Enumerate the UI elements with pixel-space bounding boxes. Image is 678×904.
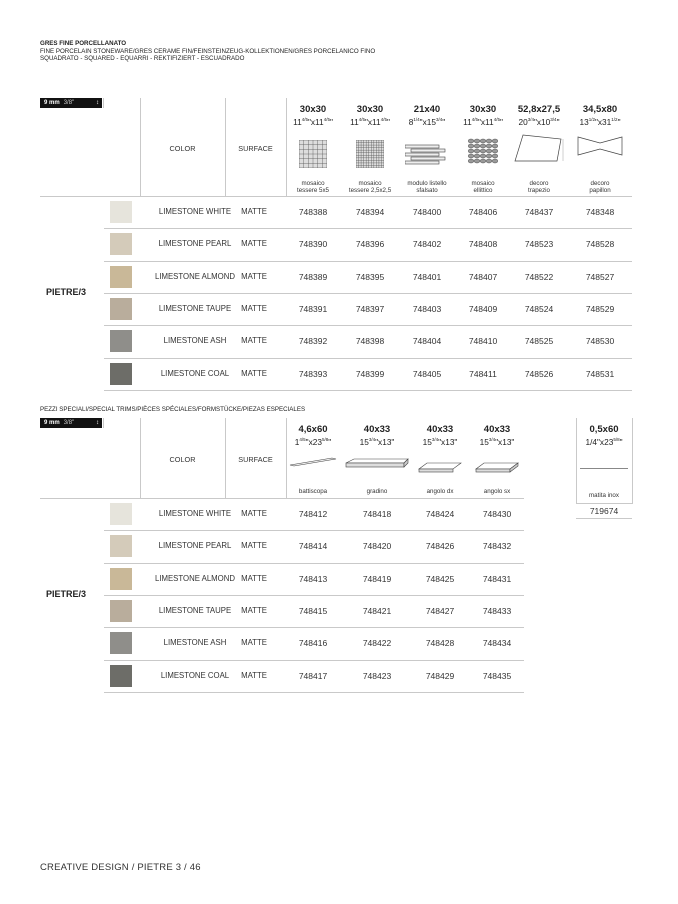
product-code: 748529 bbox=[585, 303, 615, 314]
format-cm: 30x30 bbox=[299, 104, 327, 115]
extra-caption: matita inox bbox=[589, 492, 619, 499]
inch-b-fraction: 4/5 bbox=[323, 117, 330, 122]
format-inches bbox=[408, 435, 472, 447]
color-swatch bbox=[110, 233, 132, 255]
table-row bbox=[104, 530, 524, 561]
color-swatch bbox=[110, 363, 132, 385]
surface-value: MATTE bbox=[241, 573, 267, 583]
product-code: 748430 bbox=[482, 509, 512, 519]
caption-line2: tessere 5x5 bbox=[297, 187, 329, 194]
format-size bbox=[507, 104, 571, 127]
grid-line bbox=[576, 518, 632, 519]
color-name: LIMESTONE ALMOND bbox=[154, 573, 235, 583]
thickness-mm: 9 mm bbox=[44, 420, 60, 426]
inch-a-fraction: 5/8 bbox=[613, 437, 620, 442]
product-code: 748435 bbox=[482, 670, 512, 681]
color-swatch bbox=[110, 298, 132, 320]
extra-format-size bbox=[576, 424, 632, 447]
product-code: 748424 bbox=[425, 509, 455, 519]
caption-line1: mosaico bbox=[301, 180, 325, 187]
product-code: 748404 bbox=[412, 336, 442, 347]
caption-line2: trapezio bbox=[527, 187, 550, 194]
color-name: LIMESTONE TAUPE bbox=[158, 605, 232, 615]
product-code: 748428 bbox=[425, 638, 455, 649]
inch-a: 15 bbox=[422, 436, 432, 447]
header-subtitle: FINE PORCELAIN STONEWARE/GRES CERAME FIN/FEINSTEINZEUG-KOLLEKTIONEN/GRES PORCELANICO FINO bbox=[40, 47, 376, 55]
format-cm: 30x30 bbox=[356, 104, 384, 115]
surface-column-header: SURFACE bbox=[238, 144, 273, 153]
color-name: LIMESTONE PEARL bbox=[158, 239, 232, 249]
thickness-badge bbox=[40, 418, 102, 428]
table-row bbox=[104, 627, 524, 658]
color-column-header: COLOR bbox=[169, 144, 196, 153]
surface-value: MATTE bbox=[241, 271, 267, 281]
caption-line1: mosaico bbox=[471, 180, 495, 187]
caption-line2: tessere 2,5x2,5 bbox=[348, 187, 392, 194]
format-size bbox=[281, 104, 345, 127]
format-thumbnail-icon bbox=[453, 138, 513, 169]
format-caption bbox=[395, 180, 459, 194]
extra-product-code: 719674 bbox=[589, 506, 619, 516]
product-code: 748412 bbox=[298, 509, 328, 519]
product-code: 748392 bbox=[298, 336, 328, 347]
color-swatch bbox=[110, 330, 132, 352]
thickness-inch: 3/8" bbox=[63, 420, 75, 426]
surface-value: MATTE bbox=[241, 303, 267, 313]
color-swatch bbox=[110, 600, 132, 622]
product-code: 748426 bbox=[425, 541, 455, 552]
grid-line bbox=[632, 418, 633, 504]
inch-a: 11 bbox=[350, 116, 359, 127]
format-cm: 40x33 bbox=[483, 424, 511, 435]
color-swatch bbox=[110, 503, 132, 525]
inch-a: 15 bbox=[479, 436, 489, 447]
caption-line2: ellittico bbox=[473, 187, 493, 194]
product-code: 748527 bbox=[585, 271, 615, 282]
format-cm: 40x33 bbox=[363, 424, 391, 435]
product-code: 748526 bbox=[524, 368, 554, 379]
surface-value: MATTE bbox=[241, 638, 267, 648]
grid-line bbox=[40, 196, 104, 197]
product-code: 748408 bbox=[468, 239, 498, 250]
product-code: 748398 bbox=[355, 336, 385, 347]
table-row bbox=[104, 196, 632, 227]
product-code: 748348 bbox=[585, 207, 615, 217]
format-cm: 21x40 bbox=[413, 104, 441, 115]
inch-b: "x11 bbox=[364, 116, 381, 127]
format-size bbox=[338, 104, 402, 127]
inch-end: " bbox=[329, 116, 333, 127]
format-caption bbox=[568, 180, 632, 194]
product-code: 748410 bbox=[468, 336, 498, 347]
inch-a: 13 bbox=[579, 116, 589, 127]
product-code: 748423 bbox=[362, 670, 392, 681]
caption-line1: mosaico bbox=[358, 180, 382, 187]
product-code: 748415 bbox=[298, 605, 328, 616]
inch-end: " bbox=[442, 116, 446, 127]
product-code: 748394 bbox=[355, 207, 385, 217]
format-inches bbox=[338, 115, 402, 127]
grid-line bbox=[576, 503, 632, 504]
color-name: LIMESTONE COAL bbox=[160, 670, 230, 680]
format-caption bbox=[451, 180, 515, 194]
product-code: 748528 bbox=[585, 239, 615, 250]
inch-b-fraction: 4/5 bbox=[493, 117, 500, 122]
format-size bbox=[408, 424, 472, 447]
inch-a-fraction: 4/5 bbox=[301, 117, 308, 122]
inch-end: " bbox=[328, 436, 332, 447]
format-cm: 30x30 bbox=[469, 104, 497, 115]
product-code: 748401 bbox=[412, 271, 442, 282]
format-inches bbox=[568, 115, 632, 127]
inch-a: 1/4"x23 bbox=[585, 436, 614, 447]
trim-caption: gradino bbox=[366, 488, 388, 495]
product-code: 748437 bbox=[524, 207, 554, 217]
surface-value: MATTE bbox=[241, 605, 267, 615]
color-name: LIMESTONE TAUPE bbox=[158, 303, 232, 313]
inch-b: "x23 bbox=[305, 436, 322, 447]
inch-b: "x13" bbox=[495, 436, 515, 447]
inch-b-fraction: 1/2 bbox=[611, 117, 618, 122]
arrow-updown-icon: ↕ bbox=[96, 100, 99, 106]
product-code: 748421 bbox=[362, 605, 392, 616]
inch-a: 11 bbox=[293, 116, 302, 127]
table-row bbox=[104, 228, 632, 259]
product-code: 748531 bbox=[585, 368, 615, 379]
product-code: 748399 bbox=[355, 368, 385, 379]
caption-line1: modulo listello bbox=[407, 180, 447, 187]
surface-value: MATTE bbox=[241, 207, 267, 216]
table-row bbox=[104, 660, 524, 691]
color-swatch bbox=[110, 266, 132, 288]
product-code: 748523 bbox=[524, 239, 554, 250]
format-thumbnail-icon bbox=[397, 143, 457, 170]
inch-end: " bbox=[556, 116, 560, 127]
caption-line1: decoro bbox=[529, 180, 549, 187]
inch-end: " bbox=[617, 116, 621, 127]
product-code: 748402 bbox=[412, 239, 442, 250]
table-row bbox=[104, 498, 524, 529]
trim-thumbnail-icon bbox=[279, 455, 347, 473]
product-code: 748524 bbox=[524, 303, 554, 314]
inch-a: 8 bbox=[408, 116, 414, 127]
inch-a-fraction: 4/5 bbox=[299, 437, 306, 442]
color-name: LIMESTONE ASH bbox=[163, 336, 227, 346]
format-inches bbox=[576, 435, 632, 447]
product-code: 748388 bbox=[298, 207, 328, 217]
inch-a-fraction: 3/4 bbox=[488, 437, 496, 442]
inch-b: "x13" bbox=[438, 436, 458, 447]
trim-thumbnail-icon bbox=[463, 459, 531, 480]
inch-b: "x10 bbox=[533, 116, 551, 127]
table-row bbox=[104, 325, 632, 356]
format-caption bbox=[507, 180, 571, 194]
product-code: 748422 bbox=[362, 638, 392, 649]
inch-b: "x13" bbox=[375, 436, 395, 447]
family-label: PIETRE/3 bbox=[46, 286, 87, 297]
product-code: 748427 bbox=[425, 605, 455, 616]
inch-a-fraction: 3/4 bbox=[431, 437, 439, 442]
surface-value: MATTE bbox=[241, 368, 267, 378]
inch-a: 11 bbox=[463, 116, 472, 127]
product-code: 748418 bbox=[362, 509, 392, 519]
grid-line bbox=[103, 98, 104, 108]
grid-line bbox=[103, 418, 104, 428]
row-divider bbox=[104, 390, 632, 391]
product-code: 748391 bbox=[298, 303, 328, 314]
trim-caption: battiscopa bbox=[298, 488, 328, 495]
product-code: 748389 bbox=[298, 271, 328, 282]
format-size bbox=[451, 104, 515, 127]
inch-a-fraction: 4/5 bbox=[358, 117, 365, 122]
inch-b-fraction: 3/4 bbox=[436, 117, 443, 122]
table-row bbox=[104, 563, 524, 594]
inch-a-fraction: 3/4 bbox=[527, 117, 534, 122]
header-title: GRES FINE PORCELLANATO bbox=[40, 40, 127, 47]
inch-b: "x31 bbox=[594, 116, 612, 127]
format-inches bbox=[395, 115, 459, 127]
product-code: 748411 bbox=[469, 368, 497, 379]
caption-line2: papillon bbox=[589, 187, 611, 194]
format-thumbnail-icon bbox=[340, 140, 400, 173]
table-row bbox=[104, 293, 632, 324]
trim-thumbnail-icon bbox=[343, 455, 411, 480]
surface-column-header: SURFACE bbox=[238, 455, 273, 464]
color-swatch bbox=[110, 201, 132, 223]
surface-value: MATTE bbox=[241, 239, 267, 249]
inch-end: " bbox=[619, 436, 623, 447]
product-code: 748530 bbox=[585, 336, 615, 347]
product-code: 748434 bbox=[482, 638, 512, 649]
product-code: 748403 bbox=[412, 303, 442, 314]
inch-b-fraction: 5/8 bbox=[322, 437, 329, 442]
product-code: 748390 bbox=[298, 239, 328, 250]
inch-a-fraction: 3/4 bbox=[368, 437, 376, 442]
header-finish: SQUADRATO - SQUARED - EQUARRI - REKTIFIZIERT - ESCUADRADO bbox=[40, 55, 245, 62]
format-inches bbox=[465, 435, 529, 447]
product-code: 748395 bbox=[355, 271, 385, 282]
product-code: 748414 bbox=[298, 541, 328, 552]
product-code: 748393 bbox=[298, 368, 328, 379]
special-trims-title: PEZZI SPECIALI/SPECIAL TRIMS/PIÈCES SPÉCIALES/FORMSTÜCKE/PIEZAS ESPECIALES bbox=[40, 406, 306, 413]
format-size bbox=[568, 104, 632, 127]
family-label: PIETRE/3 bbox=[46, 588, 87, 599]
format-size bbox=[281, 424, 345, 447]
format-inches bbox=[507, 115, 571, 127]
format-inches bbox=[451, 115, 515, 127]
format-inches bbox=[281, 115, 345, 127]
page-header bbox=[40, 40, 375, 63]
format-thumbnail-icon bbox=[509, 131, 569, 170]
product-code: 748425 bbox=[425, 573, 455, 584]
surface-value: MATTE bbox=[241, 509, 267, 518]
color-name: LIMESTONE ALMOND bbox=[154, 271, 235, 281]
color-swatch bbox=[110, 665, 132, 687]
color-swatch bbox=[110, 632, 132, 654]
page-footer: CREATIVE DESIGN / PIETRE 3 / 46 bbox=[40, 862, 201, 873]
inch-a: 1 bbox=[294, 436, 300, 447]
inch-a: 15 bbox=[359, 436, 369, 447]
surface-value: MATTE bbox=[241, 670, 267, 680]
inch-b: "x11 bbox=[477, 116, 494, 127]
inch-a-fraction: 1/4 bbox=[413, 117, 420, 122]
inch-b-fraction: 3/4 bbox=[550, 117, 557, 122]
format-thumbnail-icon bbox=[570, 131, 630, 170]
format-inches bbox=[345, 435, 409, 447]
color-name: LIMESTONE WHITE bbox=[158, 509, 232, 518]
format-size bbox=[345, 424, 409, 447]
inch-end: " bbox=[499, 116, 503, 127]
inch-b: "x15 bbox=[419, 116, 436, 127]
product-code: 748413 bbox=[298, 573, 328, 584]
format-caption bbox=[281, 180, 345, 194]
trim-caption: angolo sx bbox=[483, 488, 511, 495]
product-code: 748525 bbox=[524, 336, 554, 347]
color-swatch bbox=[110, 568, 132, 590]
surface-value: MATTE bbox=[241, 336, 267, 346]
color-name: LIMESTONE PEARL bbox=[158, 541, 232, 551]
trim-caption: angolo dx bbox=[426, 488, 454, 495]
product-code: 748433 bbox=[482, 605, 512, 616]
format-cm: 0,5x60 bbox=[589, 424, 619, 435]
format-thumbnail-icon bbox=[283, 140, 343, 173]
format-inches bbox=[281, 435, 345, 447]
product-code: 748396 bbox=[355, 239, 385, 250]
inch-a-fraction: 1/2 bbox=[588, 117, 595, 122]
thickness-inch: 3/8" bbox=[63, 100, 75, 106]
table-row bbox=[104, 358, 632, 389]
inch-a: 20 bbox=[518, 116, 528, 127]
inch-a-fraction: 4/5 bbox=[471, 117, 478, 122]
color-name: LIMESTONE WHITE bbox=[158, 207, 232, 216]
product-code: 748431 bbox=[482, 573, 512, 584]
inch-b-fraction: 4/5 bbox=[380, 117, 387, 122]
matita-thumbnail-icon bbox=[580, 468, 628, 469]
arrow-updown-icon: ↕ bbox=[96, 420, 99, 426]
row-divider bbox=[104, 692, 524, 693]
color-column-header: COLOR bbox=[169, 455, 196, 464]
product-code: 748416 bbox=[298, 638, 328, 649]
product-code: 748409 bbox=[468, 303, 498, 314]
format-cm: 52,8x27,5 bbox=[517, 104, 561, 115]
format-caption bbox=[338, 180, 402, 194]
product-code: 748397 bbox=[355, 303, 385, 314]
caption-line1: decoro bbox=[590, 180, 610, 187]
table-row bbox=[104, 261, 632, 292]
format-cm: 34,5x80 bbox=[582, 104, 618, 115]
product-code: 748420 bbox=[362, 541, 392, 552]
product-code: 748417 bbox=[298, 670, 328, 681]
product-code: 748429 bbox=[425, 670, 455, 681]
caption-line2: sfalsato bbox=[416, 187, 438, 194]
thickness-mm: 9 mm bbox=[44, 100, 60, 106]
color-name: LIMESTONE ASH bbox=[163, 638, 227, 648]
format-size bbox=[395, 104, 459, 127]
table-row bbox=[104, 595, 524, 626]
color-name: LIMESTONE COAL bbox=[160, 368, 230, 378]
product-code: 748419 bbox=[362, 573, 392, 584]
inch-b: "x11 bbox=[307, 116, 324, 127]
surface-value: MATTE bbox=[241, 541, 267, 551]
color-swatch bbox=[110, 535, 132, 557]
format-size bbox=[465, 424, 529, 447]
product-code: 748400 bbox=[412, 207, 442, 217]
product-code: 748405 bbox=[412, 368, 442, 379]
inch-end: " bbox=[386, 116, 390, 127]
product-code: 748407 bbox=[468, 271, 498, 282]
product-code: 748522 bbox=[524, 271, 554, 282]
format-cm: 4,6x60 bbox=[298, 424, 328, 435]
product-code: 748406 bbox=[468, 207, 498, 217]
format-cm: 40x33 bbox=[426, 424, 454, 435]
thickness-badge bbox=[40, 98, 102, 108]
product-code: 748432 bbox=[482, 541, 512, 552]
